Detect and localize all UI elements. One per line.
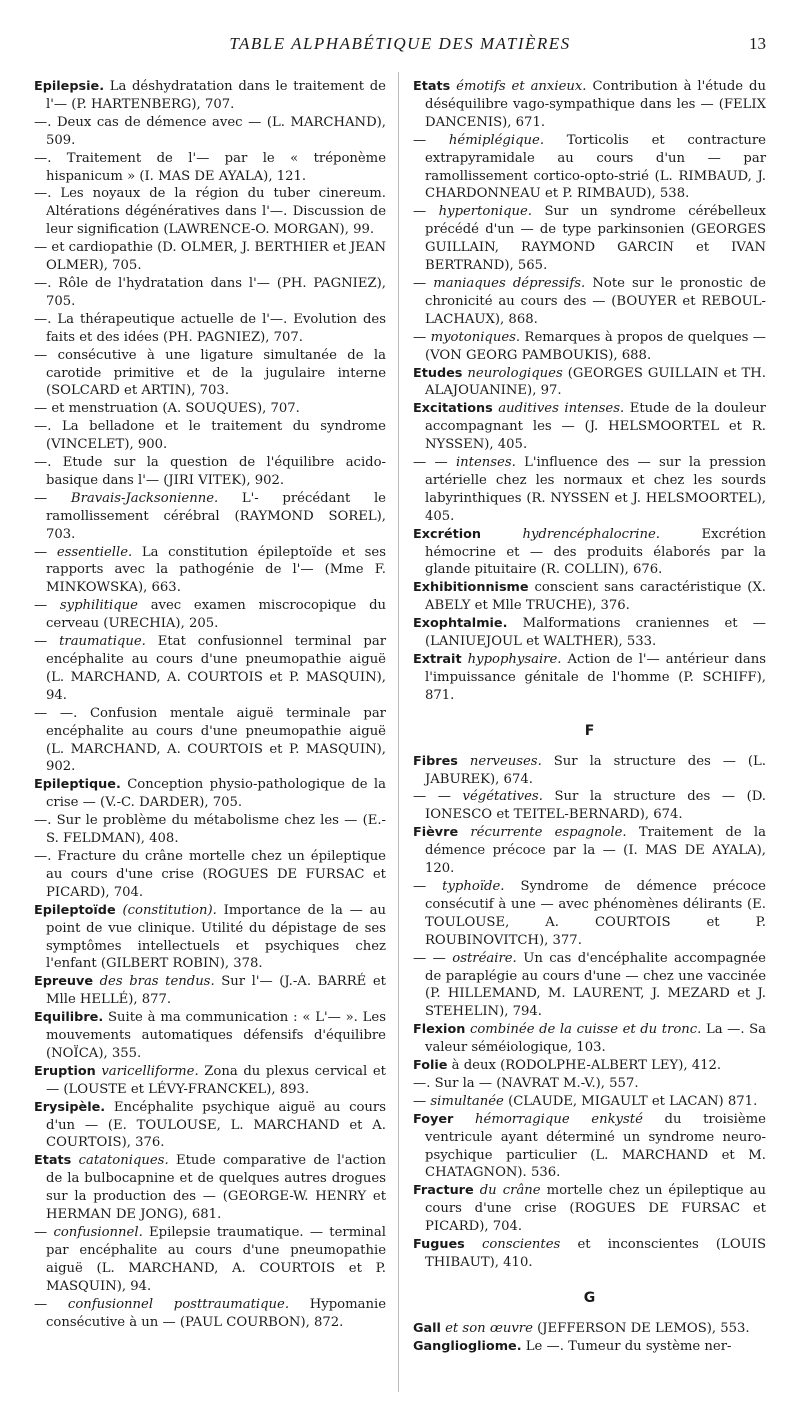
- entry-text: La constitution épileptoïde et ses rapports avec la pathogénie de l'— (Mme F. MINKOWSKA), 663.: [46, 544, 386, 596]
- index-entry: [34, 275, 386, 311]
- right-column: [413, 78, 766, 1356]
- entry-text: —. La thérapeutique actuelle de l'—. Evolution des faits et des idées (PH. PAGNIEZ), 707.: [34, 311, 386, 345]
- entry-qualifier: neurologiques: [467, 365, 563, 381]
- entry-text: Un cas d'encéphalite accompagnée de paraplégie au cours d'une — chez une vaccinée (P. HILLEMAND, M. LAURENT, J. MEZARD et J. STEHELIN), 794.: [425, 950, 766, 1020]
- index-entry: [413, 1075, 766, 1093]
- entry-qualifier: — Bravais-Jacksonienne.: [34, 490, 219, 506]
- entry-qualifier: combinée de la cuisse et du tronc.: [469, 1022, 702, 1038]
- entry-text: —. Rôle de l'hydratation dans l'— (PH. PAGNIEZ), 705.: [34, 275, 386, 309]
- entry-headword: Foyer: [413, 1111, 454, 1127]
- entry-qualifier: — confusionnel posttraumatique.: [34, 1296, 290, 1312]
- index-entry: [413, 950, 766, 1022]
- entry-text: La —. Sa valeur séméiologique, 103.: [425, 1022, 766, 1056]
- entry-text: — et cardiopathie (D. OLMER, J. BERTHIER et JEAN OLMER), 705.: [34, 240, 386, 274]
- index-entry: [413, 400, 766, 454]
- entry-text: —. Traitement de l'— par le « tréponème hispanicum » (I. MAS DE AYALA), 121.: [34, 150, 386, 184]
- index-entry: [34, 973, 386, 1009]
- entry-qualifier: — traumatique.: [34, 634, 146, 650]
- entry-headword: Exhibitionnisme: [413, 580, 529, 596]
- entry-text: à deux (RODOLPHE-ALBERT LEY), 412.: [451, 1058, 722, 1074]
- index-entry: [413, 788, 766, 824]
- entry-headword: Eruption: [34, 1063, 96, 1079]
- entry-text: Excrétion hémocrine et — des produits élaborés par la glande pituitaire (R. COLLIN), 676.: [425, 526, 766, 578]
- index-entry: [413, 1236, 766, 1272]
- entry-qualifier: des bras tendus.: [99, 974, 215, 990]
- entry-qualifier: — simultanée: [413, 1093, 504, 1109]
- entry-headword: Gangliogliome.: [413, 1338, 522, 1354]
- index-entry: [34, 114, 386, 150]
- entry-text: Sur l'— (J.-A. BARRÉ et Mlle HELLÉ), 877.: [46, 974, 386, 1008]
- index-entry: [34, 1224, 386, 1296]
- entry-qualifier: — hémiplégique.: [413, 132, 545, 148]
- index-entry: [34, 78, 386, 114]
- entry-headword: Etudes: [413, 365, 463, 381]
- index-entry: [413, 365, 766, 401]
- entry-headword: Exophtalmie.: [413, 616, 508, 632]
- entry-qualifier: émotifs et anxieux.: [456, 79, 587, 94]
- index-entry: [413, 329, 766, 365]
- index-entry: [34, 705, 386, 777]
- entry-qualifier: hydrencéphalocrine.: [522, 526, 660, 542]
- left-column: [34, 78, 386, 1331]
- entry-text: Remarques à propos de quelques — (VON GEORG PAMBOUKIS), 688.: [425, 329, 766, 363]
- entry-qualifier: conscientes: [481, 1237, 561, 1253]
- entry-qualifier: — — intenses.: [413, 455, 516, 471]
- entry-text: Encéphalite psychique aiguë au cours d'un — (E. TOULOUSE, L. MARCHAND et A. COURTOIS), 376.: [46, 1099, 386, 1151]
- section-letter: G: [583, 1289, 596, 1306]
- index-entry: [34, 812, 386, 848]
- entry-headword: Erysipèle.: [34, 1099, 106, 1115]
- entry-text: —. Sur la — (NAVRAT M.-V.), 557.: [413, 1075, 639, 1091]
- entry-headword: Etats: [413, 79, 451, 94]
- index-entry: [413, 1111, 766, 1183]
- entry-text: mortelle chez un épileptique au cours d'une crise (ROGUES DE FURSAC et PICARD), 704.: [425, 1183, 766, 1235]
- index-entry: [34, 848, 386, 902]
- entry-text: —. Sur le problème du métabolisme chez les — (E.-S. FELDMAN), 408.: [34, 813, 386, 847]
- entry-text: Conception physio-pathologique de la crise — (V.-C. DARDER), 705.: [46, 777, 386, 811]
- entry-text: avec examen miscrocopique du cerveau (URECHIA), 205.: [46, 598, 386, 632]
- index-entry: [34, 185, 386, 239]
- entry-headword: Excrétion: [413, 526, 481, 542]
- page-header: [0, 34, 800, 58]
- entry-headword: Equilibre.: [34, 1010, 104, 1026]
- index-entry: [34, 633, 386, 705]
- index-entry: [413, 1338, 766, 1356]
- section-letter: F: [584, 722, 595, 739]
- index-entry: [34, 400, 386, 418]
- index-entry: [34, 1009, 386, 1063]
- page-number: 13: [749, 34, 766, 53]
- entry-text: et inconscientes (LOUIS THIBAUT), 410.: [425, 1237, 766, 1270]
- index-entry: [34, 1099, 386, 1153]
- entry-text: L'influence des — sur la pression artérielle chez les normaux et chez les sourds labyrinthiques (R. NYSSEN et J. HELSMOORTEL), 405.: [425, 455, 766, 524]
- entry-qualifier: nerveuses.: [469, 753, 542, 769]
- entry-text: Etude de la douleur accompagnant les — (J. HELSMOORTEL et R. NYSSEN), 405.: [425, 401, 766, 453]
- entry-text: Sur la structure des — (L. JABUREK), 674.: [425, 753, 766, 787]
- index-entry: [413, 824, 766, 878]
- entry-text: Syndrome de démence précoce consécutif à une — avec phénomènes délirants (E. TOULOUSE, A. COURTOIS et P. ROUBINOVITCH), 377.: [425, 878, 766, 948]
- entry-qualifier: (constitution).: [122, 902, 217, 918]
- entry-qualifier: et son œuvre: [445, 1320, 533, 1336]
- entry-text: Hypomanie consécutive à un — (PAUL COURBON), 872.: [46, 1296, 386, 1330]
- entry-qualifier: récurrente espagnole.: [470, 825, 627, 841]
- entry-headword: Gall: [413, 1320, 441, 1336]
- entry-qualifier: — myotoniques.: [413, 329, 521, 345]
- index-entry: [34, 239, 386, 275]
- index-entry: [34, 1296, 386, 1332]
- entry-headword: Epileptique.: [34, 777, 121, 793]
- index-entry: [34, 490, 386, 544]
- index-entry: [413, 1182, 766, 1236]
- entry-headword: Epreuve: [34, 974, 94, 990]
- index-entry: [34, 902, 386, 974]
- entry-text: —. Fracture du crâne mortelle chez un épileptique au cours d'une crise (ROGUES DE FURSAC et PICARD), 704.: [34, 848, 386, 900]
- entry-qualifier: du crâne: [479, 1183, 541, 1199]
- entry-text: —. Les noyaux de la région du tuber cinereum. Altérations dégénératives dans l'—. Discussion de leur signification (LAWRENCE-O. MORGAN), 99.: [34, 186, 386, 238]
- entry-text: Epilepsie traumatique. — terminal par encéphalite au cours d'une pneumopathie aiguë (L. MARCHAND, A. COURTOIS et P. MASQUIN), 94.: [46, 1225, 386, 1294]
- entry-text: conscient sans caractéristique (X. ABELY et Mlle TRUCHE), 376.: [425, 580, 766, 614]
- entry-qualifier: — essentielle.: [34, 544, 133, 560]
- entry-text: Sur un syndrome cérébelleux précédé d'un — de type parkinsonien (GEORGES GUILLAIN, RAYMOND GARCIN et IVAN BERTRAND), 565.: [425, 204, 766, 274]
- running-title: TABLE ALPHABÉTIQUE DES MATIÈRES: [229, 34, 571, 53]
- entry-text: Contribution à l'étude du déséquilibre vago-sympathique dans les — (FELIX DANCENIS), 671.: [425, 79, 766, 130]
- entry-text: du troisième ventricule ayant déterminé un syndrome neuro-psychique particulier (L. MARCHAND et M. CHATAGNON). 536.: [425, 1111, 766, 1181]
- entry-text: (GEORGES GUILLAIN et TH. ALAJOUANINE), 97.: [425, 365, 766, 399]
- entry-headword: Epilepsie.: [34, 79, 105, 94]
- entry-qualifier: catatoniques.: [78, 1153, 169, 1169]
- index-entry: [413, 526, 766, 580]
- entry-text: —. Etude sur la question de l'équilibre acido-basique dans l'— (JIRI VITEK), 902.: [34, 455, 386, 488]
- entry-text: — —. Confusion mentale aiguë terminale par encéphalite au cours d'une pneumopathie aiguë (L. MARCHAND, A. COURTOIS et P. MASQUIN), 902.: [34, 705, 386, 775]
- entry-qualifier: — maniaques dépressifs.: [413, 275, 586, 291]
- index-entry: [34, 150, 386, 186]
- entry-text: Etude comparative de l'action de la bulbocapnine et de quelques autres drogues sur la production des — (GEORGE-W. HENRY et HERMAN DE JONG), 681.: [46, 1153, 386, 1223]
- entry-headword: Fibres: [413, 753, 458, 769]
- entry-text: — consécutive à une ligature simultanée de la carotide primitive et de la jugulaire interne (SOLCARD et ARTIN), 703.: [34, 347, 386, 399]
- entry-qualifier: varicelliforme.: [101, 1063, 199, 1079]
- entry-headword: Folie: [413, 1058, 448, 1074]
- index-entry: [413, 78, 766, 132]
- entry-qualifier: — confusionnel.: [34, 1225, 143, 1240]
- index-entry: [34, 1063, 386, 1099]
- index-entry: [413, 132, 766, 204]
- entry-text: —. La belladone et le traitement du syndrome (VINCELET), 900.: [34, 419, 386, 453]
- entry-text: —. Deux cas de démence avec — (L. MARCHAND), 509.: [34, 114, 386, 148]
- index-entry: [34, 776, 386, 812]
- index-entry: [34, 544, 386, 598]
- entry-headword: Fièvre: [413, 825, 459, 841]
- index-entry: [34, 1152, 386, 1224]
- index-entry: [413, 275, 766, 329]
- entry-headword: Extrait: [413, 652, 462, 667]
- index-entry: [413, 203, 766, 275]
- index-entry: [413, 1093, 766, 1111]
- entry-qualifier: — — ostréaire.: [413, 950, 517, 966]
- entry-text: Torticolis et contracture extrapyramidale au cours d'un — par ramollissement cortico-opto-strié (L. RIMBAUD, J. CHARDONNEAU et P. RIMBAUD), 538.: [425, 132, 766, 202]
- index-entry: [413, 1021, 766, 1057]
- entry-text: Etat confusionnel terminal par encéphalite au cours d'une pneumopathie aiguë (L. MARCHAND, A. COURTOIS et P. MASQUIN), 94.: [46, 634, 387, 703]
- index-entry: [413, 878, 766, 950]
- entry-text: La déshydratation dans le traitement de l'— (P. HARTENBERG), 707.: [46, 79, 386, 112]
- entry-text: Traitement de la démence précoce par la — (I. MAS DE AYALA), 120.: [425, 825, 766, 877]
- index-entry: [413, 1320, 766, 1338]
- entry-text: Malformations craniennes et — (LANIUEJOUL et WALTHER), 533.: [425, 616, 766, 650]
- entry-headword: Fugues: [413, 1237, 465, 1253]
- entry-text: Note sur le pronostic de chronicité au cours des — (BOUYER et REBOUL-LACHAUX), 868.: [425, 275, 766, 327]
- entry-text: (CLAUDE, MIGAULT et LACAN) 871.: [508, 1093, 758, 1109]
- entry-qualifier: hypophysaire.: [467, 652, 562, 667]
- entry-text: Zona du plexus cervical et — (LOUSTE et LÉVY-FRANCKEL), 893.: [46, 1063, 386, 1097]
- entry-headword: Excitations: [413, 401, 493, 417]
- column-gutter: [398, 72, 399, 1392]
- entry-text: — et menstruation (A. SOUQUES), 707.: [34, 401, 300, 417]
- entry-headword: Flexion: [413, 1022, 466, 1038]
- entry-text: Action de l'— antérieur dans l'impuissance génitale de l'homme (P. SCHIFF), 871.: [425, 652, 766, 703]
- index-entry: [413, 651, 766, 705]
- entry-text: Sur la structure des — (D. IONESCO et TEITEL-BERNARD), 674.: [425, 789, 767, 823]
- entry-qualifier: auditives intenses.: [498, 401, 625, 417]
- index-entry: [413, 454, 766, 526]
- entry-text: (JEFFERSON DE LEMOS), 553.: [537, 1320, 750, 1336]
- entry-headword: Fracture: [413, 1183, 474, 1199]
- index-entry: [34, 347, 386, 401]
- index-entry: [413, 615, 766, 651]
- entry-qualifier: — syphilitique: [34, 598, 138, 614]
- index-entry: [34, 311, 386, 347]
- entry-qualifier: — typhoïde.: [413, 878, 505, 894]
- entry-text: Le —. Tumeur du système ner-: [525, 1338, 732, 1354]
- index-entry: [34, 454, 386, 490]
- index-entry: [34, 597, 386, 633]
- index-entry: [413, 579, 766, 615]
- entry-headword: Epileptoïde: [34, 902, 116, 918]
- index-entry: [413, 753, 766, 789]
- entry-qualifier: — — végétatives.: [413, 789, 543, 805]
- entry-headword: Etats: [34, 1153, 72, 1169]
- entry-text: Importance de la — au point de vue clinique. Utilité du dépistage de ses symptômes intellectuels et psychiques chez l'enfant (GILBERT ROBIN), 378.: [46, 902, 386, 972]
- index-entry: [34, 418, 386, 454]
- entry-qualifier: — hypertonique.: [413, 204, 532, 220]
- index-entry: [413, 1057, 766, 1075]
- entry-qualifier: hémorragique enkysté: [475, 1111, 643, 1127]
- entry-text: L'- précédant le ramollissement cérébral (RAYMOND SOREL), 703.: [46, 490, 386, 542]
- entry-text: Suite à ma communication : « L'— ». Les mouvements automatiques défensifs d'équilibre (NOÏCA), 355.: [46, 1010, 386, 1061]
